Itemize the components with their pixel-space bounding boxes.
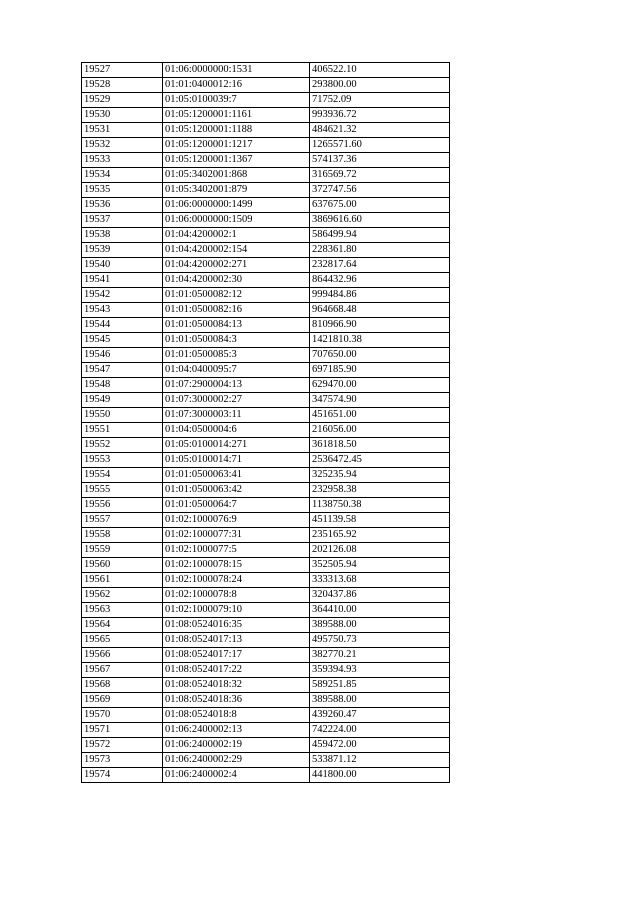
cadastral-number-cell: 01:02:1000078:8 [163,588,310,603]
table-row [82,228,450,243]
row-id-cell: 19549 [82,393,163,408]
row-id-cell: 19531 [82,123,163,138]
value-cell: 742224.00 [310,723,450,738]
value-cell: 707650.00 [310,348,450,363]
cadastral-number-cell: 01:08:0524017:22 [163,663,310,678]
row-id-cell: 19548 [82,378,163,393]
cadastral-number-cell: 01:01:0500084:3 [163,333,310,348]
value-cell: 1138750.38 [310,498,450,513]
row-id-cell: 19530 [82,108,163,123]
cadastral-number-cell: 01:05:1200001:1217 [163,138,310,153]
row-id-cell: 19529 [82,93,163,108]
row-id-cell: 19539 [82,243,163,258]
table-row [82,603,450,618]
table-row [82,588,450,603]
row-id-cell: 19550 [82,408,163,423]
cadastral-number-cell: 01:08:0524018:36 [163,693,310,708]
cadastral-number-cell: 01:06:0000000:1499 [163,198,310,213]
table-row [82,573,450,588]
table-row [82,213,450,228]
table-row [82,378,450,393]
row-id-cell: 19543 [82,303,163,318]
cadastral-number-cell: 01:05:0100039:7 [163,93,310,108]
row-id-cell: 19551 [82,423,163,438]
row-id-cell: 19564 [82,618,163,633]
value-cell: 389588.00 [310,618,450,633]
table-row [82,753,450,768]
table-body [82,63,450,783]
row-id-cell: 19571 [82,723,163,738]
value-cell: 533871.12 [310,753,450,768]
row-id-cell: 19565 [82,633,163,648]
table-row [82,498,450,513]
table-row [82,723,450,738]
table-row [82,768,450,783]
value-cell: 1421810.38 [310,333,450,348]
table-row [82,408,450,423]
cadastral-number-cell: 01:05:3402001:868 [163,168,310,183]
table-row [82,693,450,708]
cadastral-number-cell: 01:05:0100014:71 [163,453,310,468]
value-cell: 202126.08 [310,543,450,558]
table-row [82,633,450,648]
value-cell: 216056.00 [310,423,450,438]
table-row [82,198,450,213]
table-row [82,108,450,123]
table-row [82,528,450,543]
table-row [82,63,450,78]
cadastral-number-cell: 01:06:2400002:19 [163,738,310,753]
row-id-cell: 19545 [82,333,163,348]
cadastral-number-cell: 01:01:0500063:42 [163,483,310,498]
value-cell: 364410.00 [310,603,450,618]
row-id-cell: 19561 [82,573,163,588]
cadastral-number-cell: 01:04:4200002:30 [163,273,310,288]
value-cell: 864432.96 [310,273,450,288]
cadastral-number-cell: 01:01:0500064:7 [163,498,310,513]
cadastral-number-cell: 01:05:1200001:1161 [163,108,310,123]
cadastral-number-cell: 01:02:1000077:5 [163,543,310,558]
row-id-cell: 19544 [82,318,163,333]
table-row [82,618,450,633]
table-row [82,543,450,558]
cadastral-number-cell: 01:02:1000078:24 [163,573,310,588]
row-id-cell: 19532 [82,138,163,153]
row-id-cell: 19558 [82,528,163,543]
value-cell: 999484.86 [310,288,450,303]
value-cell: 361818.50 [310,438,450,453]
table-row [82,423,450,438]
table-row [82,648,450,663]
row-id-cell: 19555 [82,483,163,498]
cadastral-number-cell: 01:02:1000076:9 [163,513,310,528]
value-cell: 439260.47 [310,708,450,723]
table-row [82,258,450,273]
cadastral-number-cell: 01:06:2400002:29 [163,753,310,768]
cadastral-number-cell: 01:01:0500082:16 [163,303,310,318]
value-cell: 347574.90 [310,393,450,408]
table-row [82,153,450,168]
cadastral-number-cell: 01:01:0500085:3 [163,348,310,363]
cadastral-number-cell: 01:08:0524018:8 [163,708,310,723]
cadastral-number-cell: 01:06:2400002:4 [163,768,310,783]
cadastral-number-cell: 01:01:0500082:12 [163,288,310,303]
cadastral-number-cell: 01:04:4200002:1 [163,228,310,243]
cadastral-number-cell: 01:04:0400095:7 [163,363,310,378]
value-cell: 382770.21 [310,648,450,663]
value-cell: 293800.00 [310,78,450,93]
value-cell: 389588.00 [310,693,450,708]
row-id-cell: 19533 [82,153,163,168]
value-cell: 441800.00 [310,768,450,783]
cadastral-number-cell: 01:05:0100014:271 [163,438,310,453]
cadastral-number-cell: 01:08:0524016:35 [163,618,310,633]
value-cell: 993936.72 [310,108,450,123]
cadastral-number-cell: 01:08:0524017:17 [163,648,310,663]
cadastral-number-cell: 01:05:3402001:879 [163,183,310,198]
table-row [82,243,450,258]
value-cell: 232958.38 [310,483,450,498]
cadastral-number-cell: 01:06:2400002:13 [163,723,310,738]
value-cell: 333313.68 [310,573,450,588]
row-id-cell: 19536 [82,198,163,213]
row-id-cell: 19552 [82,438,163,453]
row-id-cell: 19567 [82,663,163,678]
row-id-cell: 19563 [82,603,163,618]
table-row [82,333,450,348]
value-cell: 637675.00 [310,198,450,213]
table-row [82,303,450,318]
value-cell: 232817.64 [310,258,450,273]
value-cell: 406522.10 [310,63,450,78]
value-cell: 372747.56 [310,183,450,198]
table-row [82,678,450,693]
value-cell: 1265571.60 [310,138,450,153]
table-row [82,78,450,93]
table-row [82,483,450,498]
value-cell: 629470.00 [310,378,450,393]
row-id-cell: 19572 [82,738,163,753]
row-id-cell: 19537 [82,213,163,228]
row-id-cell: 19562 [82,588,163,603]
data-table [81,62,450,783]
cadastral-number-cell: 01:02:1000079:10 [163,603,310,618]
table-row [82,393,450,408]
value-cell: 71752.09 [310,93,450,108]
table-row [82,438,450,453]
row-id-cell: 19554 [82,468,163,483]
table-row [82,738,450,753]
cadastral-number-cell: 01:08:0524018:32 [163,678,310,693]
value-cell: 495750.73 [310,633,450,648]
row-id-cell: 19566 [82,648,163,663]
row-id-cell: 19528 [82,78,163,93]
row-id-cell: 19553 [82,453,163,468]
table-row [82,288,450,303]
value-cell: 589251.85 [310,678,450,693]
value-cell: 964668.48 [310,303,450,318]
row-id-cell: 19542 [82,288,163,303]
table-row [82,363,450,378]
row-id-cell: 19557 [82,513,163,528]
cadastral-number-cell: 01:01:0400012:16 [163,78,310,93]
table-row [82,348,450,363]
row-id-cell: 19535 [82,183,163,198]
value-cell: 459472.00 [310,738,450,753]
table-row [82,708,450,723]
value-cell: 586499.94 [310,228,450,243]
table-row [82,168,450,183]
row-id-cell: 19559 [82,543,163,558]
row-id-cell: 19556 [82,498,163,513]
value-cell: 316569.72 [310,168,450,183]
value-cell: 451651.00 [310,408,450,423]
value-cell: 3869616.60 [310,213,450,228]
value-cell: 352505.94 [310,558,450,573]
table-row [82,468,450,483]
table-row [82,513,450,528]
row-id-cell: 19570 [82,708,163,723]
table-row [82,273,450,288]
cadastral-number-cell: 01:01:0500084:13 [163,318,310,333]
row-id-cell: 19534 [82,168,163,183]
value-cell: 574137.36 [310,153,450,168]
value-cell: 359394.93 [310,663,450,678]
table-row [82,138,450,153]
value-cell: 325235.94 [310,468,450,483]
cadastral-number-cell: 01:04:4200002:154 [163,243,310,258]
cadastral-number-cell: 01:07:3000002:27 [163,393,310,408]
cadastral-number-cell: 01:05:1200001:1188 [163,123,310,138]
row-id-cell: 19547 [82,363,163,378]
cadastral-number-cell: 01:01:0500063:41 [163,468,310,483]
row-id-cell: 19538 [82,228,163,243]
table-row [82,123,450,138]
value-cell: 235165.92 [310,528,450,543]
cadastral-number-cell: 01:06:0000000:1531 [163,63,310,78]
table-row [82,318,450,333]
row-id-cell: 19574 [82,768,163,783]
cadastral-number-cell: 01:04:0500004:6 [163,423,310,438]
cadastral-number-cell: 01:07:2900004:13 [163,378,310,393]
value-cell: 2536472.45 [310,453,450,468]
cadastral-number-cell: 01:02:1000078:15 [163,558,310,573]
cadastral-number-cell: 01:06:0000000:1509 [163,213,310,228]
table-row [82,558,450,573]
cadastral-number-cell: 01:08:0524017:13 [163,633,310,648]
row-id-cell: 19568 [82,678,163,693]
row-id-cell: 19573 [82,753,163,768]
value-cell: 810966.90 [310,318,450,333]
value-cell: 484621.32 [310,123,450,138]
cadastral-number-cell: 01:05:1200001:1367 [163,153,310,168]
row-id-cell: 19546 [82,348,163,363]
row-id-cell: 19569 [82,693,163,708]
row-id-cell: 19527 [82,63,163,78]
table-row [82,453,450,468]
value-cell: 451139.58 [310,513,450,528]
row-id-cell: 19540 [82,258,163,273]
table-row [82,663,450,678]
cadastral-number-cell: 01:02:1000077:31 [163,528,310,543]
row-id-cell: 19560 [82,558,163,573]
cadastral-number-cell: 01:07:3000003:11 [163,408,310,423]
table-row [82,93,450,108]
value-cell: 228361.80 [310,243,450,258]
row-id-cell: 19541 [82,273,163,288]
cadastral-number-cell: 01:04:4200002:271 [163,258,310,273]
table-row [82,183,450,198]
value-cell: 320437.86 [310,588,450,603]
value-cell: 697185.90 [310,363,450,378]
